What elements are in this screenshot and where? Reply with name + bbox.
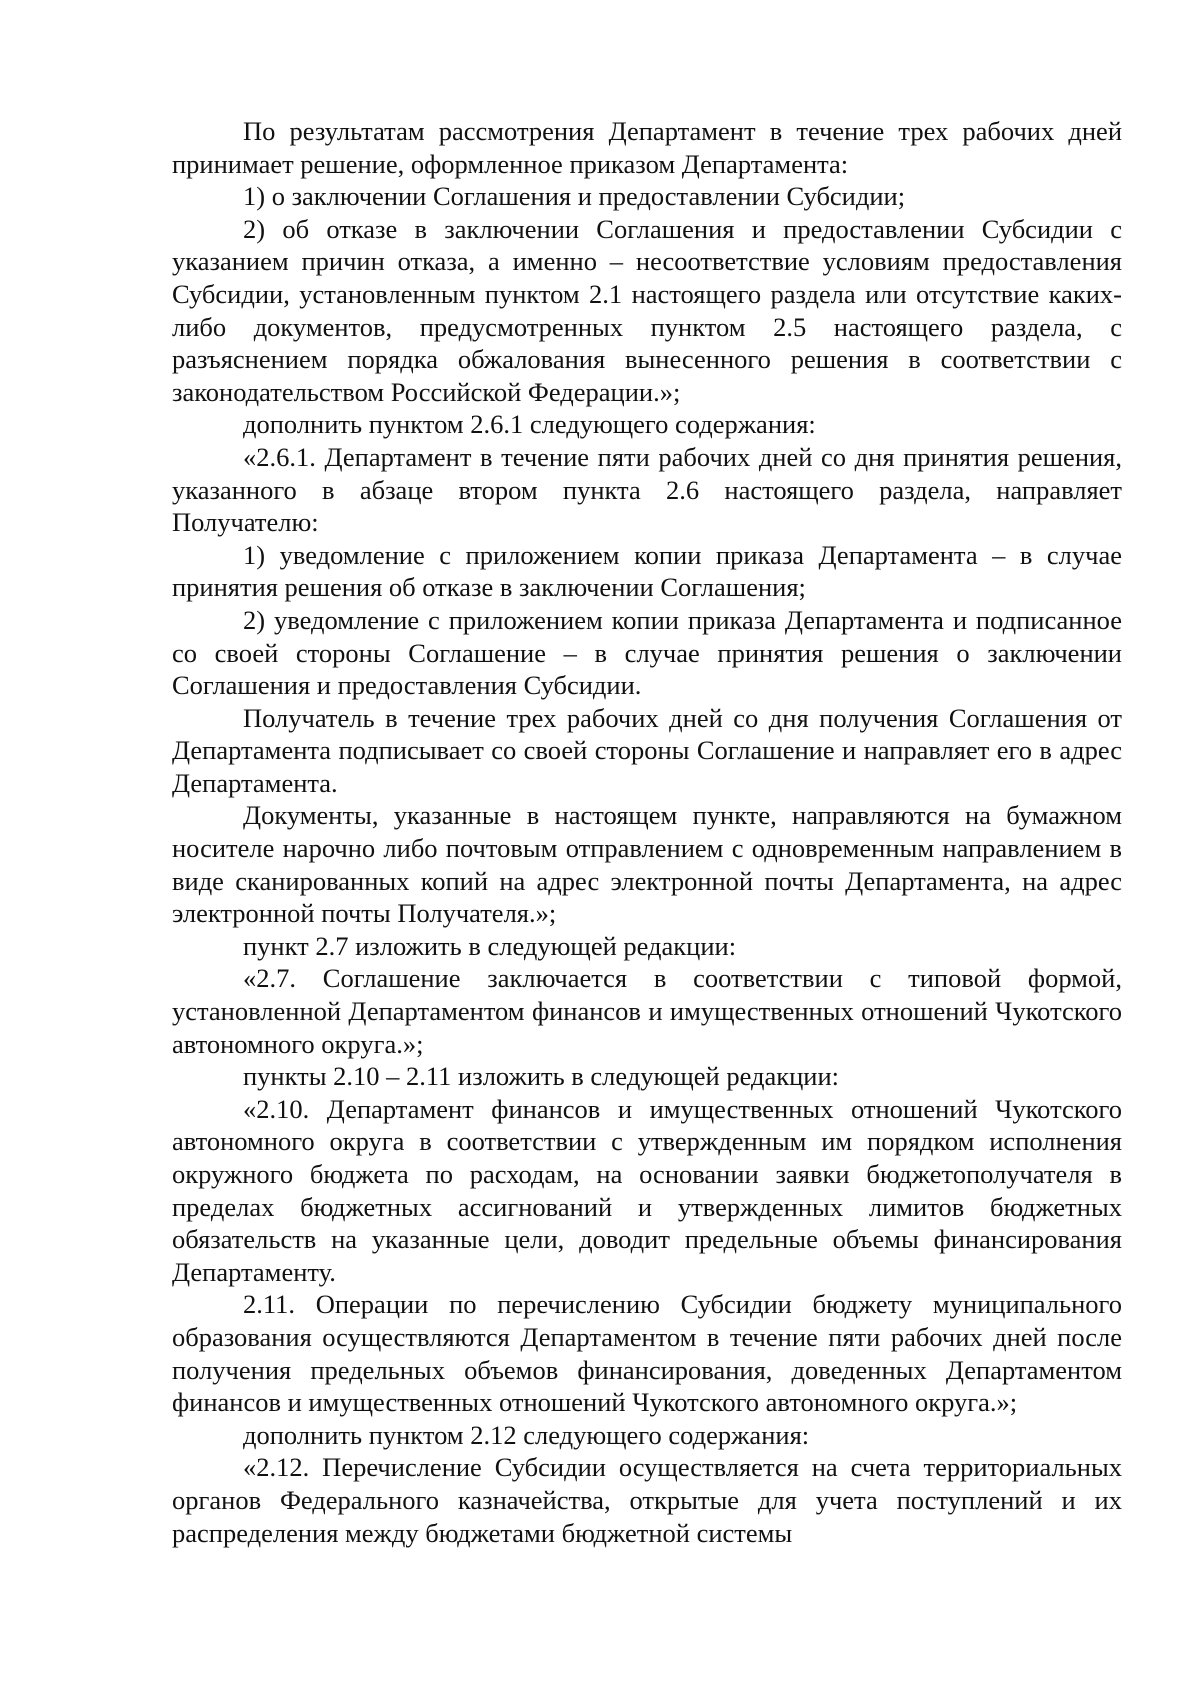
paragraph-notice-agreement: 2) уведомление с приложением копии приказа Департамента и подписанное со своей стороны Соглашение – в случае принятия решения о заключении Соглашения и предоставления Субсидии.: [172, 604, 1122, 701]
paragraph-amend-2-10-2-11: пункты 2.10 – 2.11 изложить в следующей редакции:: [243, 1061, 840, 1092]
paragraph-clause-2-10: «2.10. Департамент финансов и имущественных отношений Чукотского автономного округа в соответствии с утвержденным им порядком исполнения окружного бюджета по расходам, на основании заявки бюджетополучателя в пределах бюджетных ассигнований и утвержденных лимитов бюджетных обязательств на указанные цели, доводит предельные объемы финансирования Департаменту.: [172, 1093, 1122, 1287]
document-body: [172, 115, 1122, 1549]
paragraph-recipient-signing: Получатель в течение трех рабочих дней со дня получения Соглашения от Департамента подписывает со своей стороны Соглашение и направляет его в адрес Департамента.: [172, 702, 1122, 798]
paragraph-notice-refusal: 1) уведомление с приложением копии приказа Департамента – в случае принятия решения об отказе в заключении Соглашения;: [172, 539, 1122, 603]
paragraph-clause-2-12: «2.12. Перечисление Субсидии осуществляется на счета территориальных органов Федерального казначейства, открытые для учета поступлений и их распределения между бюджетами бюджетной системы: [172, 1452, 1122, 1548]
paragraph-amend-2-7: пункт 2.7 изложить в следующей редакции:: [243, 930, 737, 961]
paragraph-decision-option-2: 2) об отказе в заключении Соглашения и предоставлении Субсидии с указанием причин отказа, а именно – несоответствие условиям предоставления Субсидии, установленным пунктом 2.1 настоящего раздела или отсутствие каких-либо документов, предусмотренных пунктом 2.5 настоящего раздела, с разъяснением порядка обжалования вынесенного решения в соответствии с законодательством Российской Федерации.»;: [172, 213, 1122, 407]
paragraph-clause-2-11: 2.11. Операции по перечислению Субсидии бюджету муниципального образования осуществляются Департаментом в течение пяти рабочих дней после получения предельных объемов финансирования, доведенных Департаментом финансов и имущественных отношений Чукотского автономного округа.»;: [172, 1289, 1122, 1418]
paragraph-amend-add-2-6-1: дополнить пунктом 2.6.1 следующего содержания:: [243, 409, 816, 440]
paragraph-clause-2-6-1: «2.6.1. Департамент в течение пяти рабочих дней со дня принятия решения, указанного в абзаце втором пункта 2.6 настоящего раздела, направляет Получателю:: [172, 441, 1122, 538]
paragraph-decision-intro: По результатам рассмотрения Департамент в течение трех рабочих дней принимает решение, оформленное приказом Департамента:: [172, 116, 1122, 179]
paragraph-amend-add-2-12: дополнить пунктом 2.12 следующего содержания:: [243, 1419, 810, 1450]
paragraph-decision-option-1: 1) о заключении Соглашения и предоставлении Субсидии;: [243, 181, 906, 212]
paragraph-documents-delivery: Документы, указанные в настоящем пункте, направляются на бумажном носителе нарочно либо почтовым отправлением с одновременным направлением в виде сканированных копий на адрес электронной почты Департамента, на адрес электронной почты Получателя.»;: [172, 800, 1122, 929]
paragraph-clause-2-7: «2.7. Соглашение заключается в соответствии с типовой формой, установленной Департаментом финансов и имущественных отношений Чукотского автономного округа.»;: [172, 963, 1122, 1059]
